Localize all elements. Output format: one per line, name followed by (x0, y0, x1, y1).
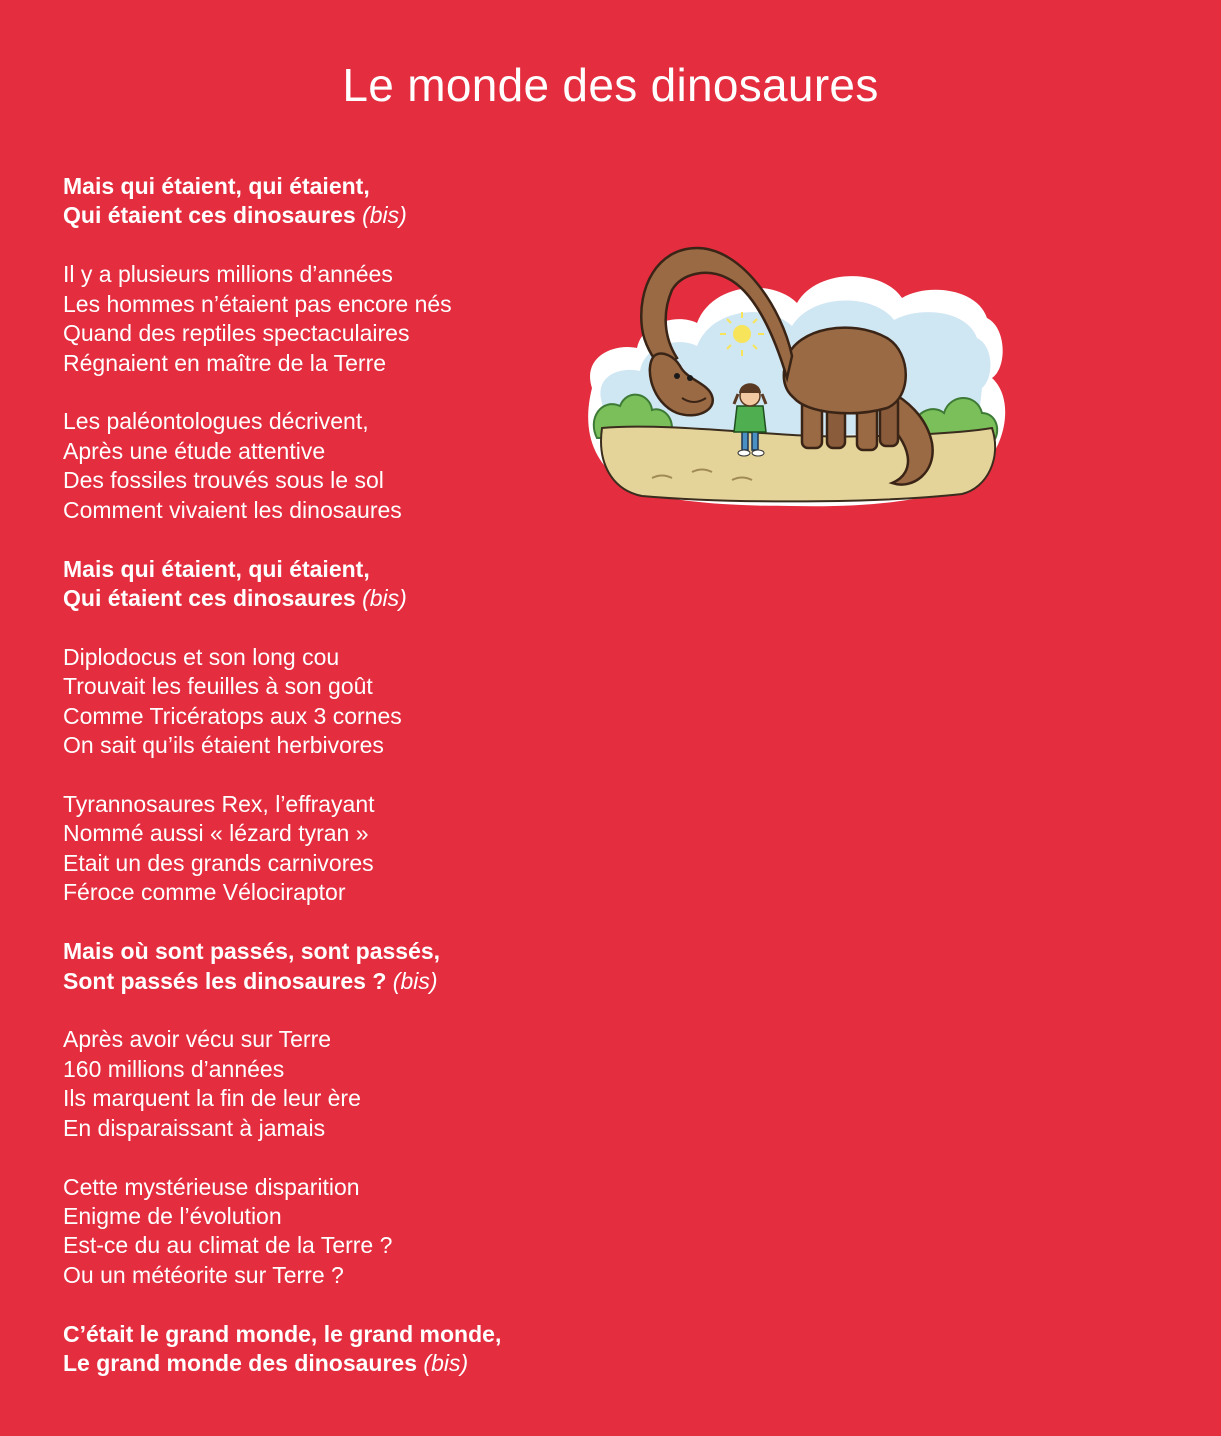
poem-line: Il y a plusieurs millions d’années (63, 261, 393, 288)
stanza-chorus (63, 937, 583, 996)
bis-marker: (bis) (362, 202, 407, 229)
poem-line: Le grand monde des dinosaures (bis) (63, 1350, 469, 1377)
poem-line: Sont passés les dinosaures ? (bis) (63, 967, 438, 994)
bis-marker: (bis) (392, 967, 438, 994)
poem-line: Après une étude attentive (63, 437, 326, 464)
poem-line: Diplodocus et son long cou (63, 643, 340, 670)
poem-line: Nommé aussi « lézard tyran » (63, 820, 369, 847)
poem-line: Qui étaient ces dinosaures (bis) (63, 584, 407, 611)
stanza (63, 790, 583, 908)
bis-marker: (bis) (423, 1350, 469, 1377)
poem-line: En disparaissant à jamais (63, 1114, 326, 1141)
poem-line: Est-ce du au climat de la Terre ? (63, 1232, 393, 1259)
stanza-chorus (63, 1320, 583, 1379)
page-title: Le monde des dinosaures (342, 59, 879, 111)
poem-line: Ils marquent la fin de leur ère (63, 1085, 361, 1112)
poem (63, 172, 583, 1408)
poem-line: Des fossiles trouvés sous le sol (63, 467, 384, 494)
stanza-chorus (63, 555, 583, 614)
stanza (63, 643, 583, 761)
poem-line: Féroce comme Vélociraptor (63, 879, 346, 906)
poem-line: Enigme de l’évolution (63, 1202, 282, 1229)
poem-line: Comme Tricératops aux 3 cornes (63, 702, 402, 729)
poem-line: Après avoir vécu sur Terre (63, 1026, 332, 1053)
poem-line: Ou un météorite sur Terre ? (63, 1261, 344, 1288)
poem-line: Trouvait les feuilles à son goût (63, 673, 373, 700)
stanza-chorus (63, 172, 583, 231)
stanza (63, 407, 583, 525)
poem-line: Cette mystérieuse disparition (63, 1173, 360, 1200)
poem-line: Comment vivaient les dinosaures (63, 496, 402, 523)
poem-line: C’était le grand monde, le grand monde, (63, 1320, 502, 1347)
poem-line: Mais qui étaient, qui étaient, (63, 173, 370, 199)
dinosaur-girl-illustration (582, 228, 1012, 518)
stanza (63, 1173, 583, 1291)
poem-line: Les paléontologues décrivent, (63, 408, 369, 435)
poem-line: On sait qu’ils étaient herbivores (63, 732, 384, 759)
stanza (63, 260, 583, 378)
poem-line: Tyrannosaures Rex, l’effrayant (63, 791, 375, 817)
poem-line: Mais où sont passés, sont passés, (63, 938, 441, 965)
poem-line: Quand des reptiles spectaculaires (63, 320, 410, 347)
poem-line: Régnaient en maître de la Terre (63, 349, 387, 376)
poem-line: Etait un des grands carnivores (63, 849, 374, 876)
poem-line: 160 millions d’années (63, 1055, 285, 1082)
poem-line: Les hommes n’étaient pas encore nés (63, 290, 452, 317)
stanza (63, 1025, 583, 1143)
poem-line: Mais qui étaient, qui étaient, (63, 555, 370, 582)
poem-line: Qui étaient ces dinosaures (bis) (63, 202, 407, 229)
bis-marker: (bis) (362, 584, 407, 611)
